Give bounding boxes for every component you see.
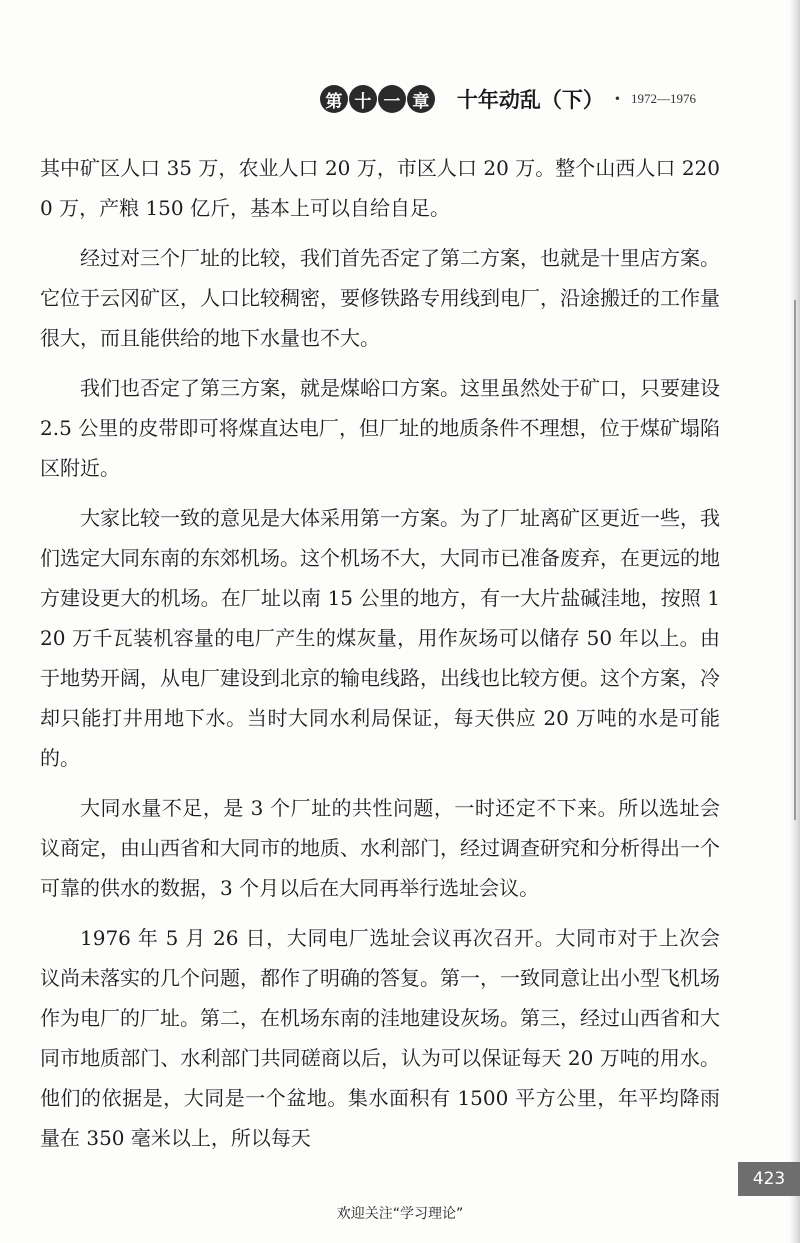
- paragraph: 我们也否定了第三方案，就是煤峪口方案。这里虽然处于矿口，只要建设 2.5 公里的皮带即可将煤直达电厂，但厂址的地质条件不理想，位于煤矿塌陷区附近。: [40, 376, 720, 480]
- chapter-title: 十年动乱（下）: [456, 88, 604, 112]
- page-edge: [789, 0, 800, 1243]
- header-separator: •: [613, 92, 621, 106]
- paragraph: 其中矿区人口 35 万，农业人口 20 万，市区人口 20 万。整个山西人口 2200 万，产粮 150 亿斤，基本上可以自给自足。: [40, 156, 720, 220]
- paragraph: 1976 年 5 月 26 日，大同电厂选址会议再次召开。大同市对于上次会议尚未落实的几个问题，都作了明确的答复。第一，一致同意让出小型飞机场作为电厂的厂址。第二，在机场东南的洼地建设灰场。第三，经过山西省和大同市地质部门、水利部门共同磋商以后，认为可以保证每天 20 万吨的用水。他们的依据是，大同是一个盆地。集水面积有 1500 平方公里，年平均降雨量在 350 毫米以上，所以每天: [40, 926, 720, 1150]
- page-edge-line: [794, 300, 796, 820]
- chapter-badge: 一: [378, 85, 406, 113]
- chapter-years: 1972—1976: [631, 91, 696, 106]
- paragraph: 经过对三个厂址的比较，我们首先否定了第二方案，也就是十里店方案。它位于云冈矿区，人口比较稠密，要修铁路专用线到电厂，沿途搬迁的工作量很大，而且能供给的地下水量也不大。: [40, 246, 720, 350]
- chapter-badge: 第: [320, 85, 348, 113]
- body-text: [40, 148, 720, 1168]
- chapter-badge: 十: [349, 85, 377, 113]
- page-number: 423: [738, 1162, 800, 1196]
- paragraph: 大家比较一致的意见是大体采用第一方案。为了厂址离矿区更近一些，我们选定大同东南的东郊机场。这个机场不大，大同市已准备废弃，在更远的地方建设更大的机场。在厂址以南 15 公里的地方，有一大片盐碱洼地，按照 120 万千瓦装机容量的电厂产生的煤灰量，用作灰场可以储存 50 年以上。由于地势开阔，从电厂建设到北京的输电线路，出线也比较方便。这个方案，冷却只能打井用地下水。当时大同水利局保证，每天供应 20 万吨的水是可能的。: [40, 506, 720, 770]
- chapter-badge: 章: [407, 85, 435, 113]
- chapter-badges: [320, 85, 435, 113]
- running-header: [320, 84, 696, 114]
- paragraph: 大同水量不足，是 3 个厂址的共性问题，一时还定不下来。所以选址会议商定，由山西省和大同市的地质、水利部门，经过调查研究和分析得出一个可靠的供水的数据，3 个月以后在大同再举行选址会议。: [40, 796, 720, 900]
- footer-caption: 欢迎关注“学习理论”: [336, 1206, 464, 1222]
